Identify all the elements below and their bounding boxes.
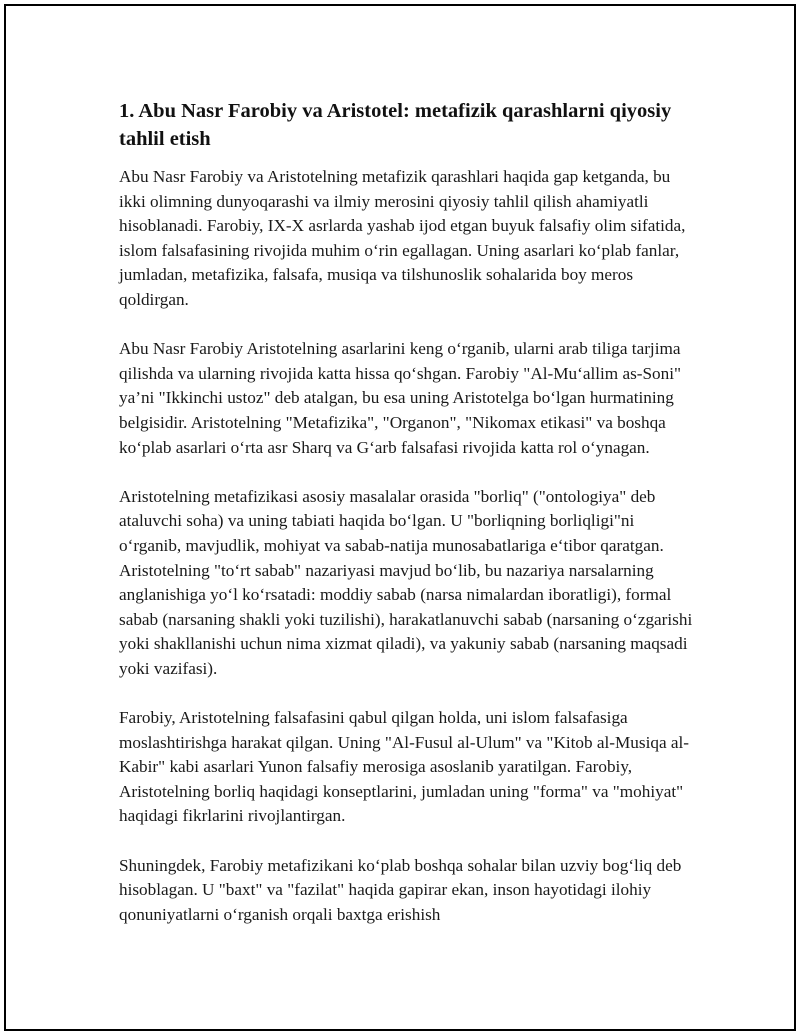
- document-page: [4, 4, 796, 1031]
- paragraph-1: Abu Nasr Farobiy va Aristotelning metafizik qarashlari haqida gap ketganda, bu ikki olimning dunyoqarashi va ilmiy merosini qiyosiy tahlil qilish ahamiyatli hisoblanadi. Farobiy, IX-X asrlarda yashab ijod etgan buyuk falsafiy olim sifatida, islom falsafasining rivojida muhim o‘rin egallagan. Uning asarlari ko‘plab fanlar, jumladan, metafizika, falsafa, musiqa va tilshunoslik sohalarida boy meros qoldirgan.: [119, 167, 686, 309]
- paragraph-2: Abu Nasr Farobiy Aristotelning asarlarini keng o‘rganib, ularni arab tiliga tarjima qilishda va ularning rivojida katta hissa qo‘shgan. Farobiy "Al-Mu‘allim as-Soni" ya’ni "Ikkinchi ustoz" deb atalgan, bu esa uning Aristotelga bo‘lgan hurmatining belgisidir. Aristotelning "Metafizika", "Organon", "Nikomax etikasi" va boshqa ko‘plab asarlari o‘rta asr Sharq va G‘arb falsafasi rivojida katta rol o‘ynagan.: [119, 339, 682, 457]
- document-body: [119, 97, 699, 952]
- paragraph-5: Shuningdek, Farobiy metafizikani ko‘plab boshqa sohalar bilan uzviy bog‘liq deb hisoblagan. U "baxt" va "fazilat" haqida gapirar ekan, inson hayotidagi ilohiy qonuniyatlarni o‘rganish orqali baxtga erishish: [119, 855, 682, 924]
- paragraph-4: Farobiy, Aristotelning falsafasini qabul qilgan holda, uni islom falsafasiga moslashtirishga harakat qilgan. Uning "Al-Fusul al-Ulum" va "Kitob al-Musiqa al-Kabir" kabi asarlari Yunon falsafiy merosiga asoslanib yaratilgan. Farobiy, Aristotelning borliq haqidagi konseptlarini, jumladan uning "forma" va "mohiyat" haqidagi fikrlarini rivojlantirgan.: [119, 708, 689, 826]
- paragraph-3: Aristotelning metafizikasi asosiy masalalar orasida "borliq" ("ontologiya" deb ataluvchi soha) va uning tabiati haqida bo‘lgan. U "borliqning borliqligi"ni o‘rganib, mavjudlik, mohiyat va sabab-natija munosabatlariga e‘tibor qaratgan. Aristotelning "to‘rt sabab" nazariyasi mavjud bo‘lib, bu nazariya narsalarning anglanishiga yo‘l ko‘rsatadi: moddiy sabab (narsa nimalardan iboratligi), formal sabab (narsaning shakli yoki tuzilishi), harakatlanuvchi sabab (narsaning o‘zgarishi yoki shakllanishi uchun nima xizmat qiladi), va yakuniy sabab (narsaning maqsadi yoki vazifasi).: [119, 486, 693, 678]
- section-heading: 1. Abu Nasr Farobiy va Aristotel: metafizik qarashlarni qiyosiy tahlil etish: [119, 100, 672, 150]
